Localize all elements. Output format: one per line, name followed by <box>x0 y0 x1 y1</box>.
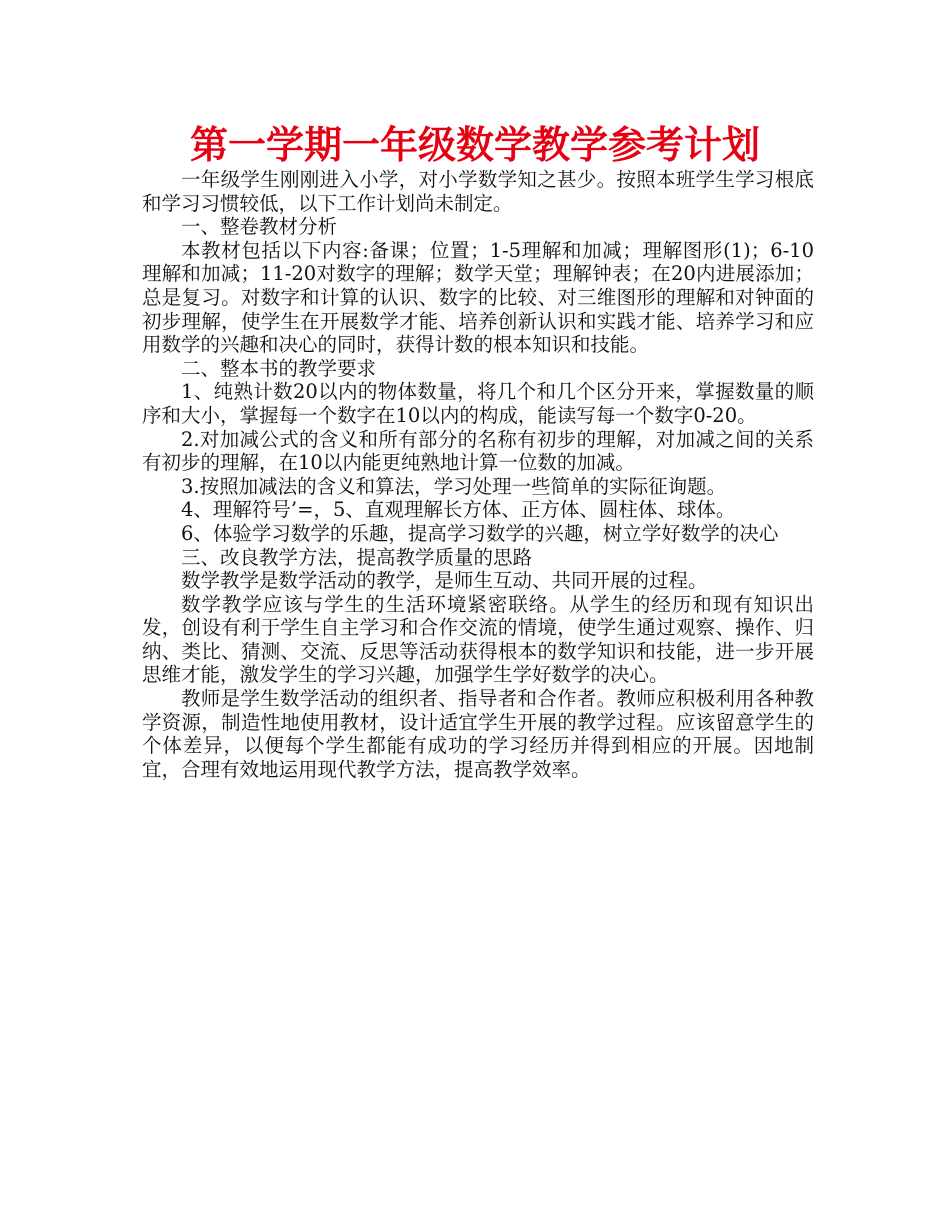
document-title: 第一学期一年级数学教学参考计划 <box>189 123 760 167</box>
paragraph-content-overview: 本教材包括以下内容:备课；位置；1-5理解和加减；理解图形(1)；6-10理解和加减；11-20对数字的理解；数学天堂；理解钟表；在20内进展添加；总是复习。对数字和计算的认识、数字的比较、对三维图形的理解和对钟面的初步理解，使学生在开展数学才能、培养创新认识和实践才能、培养学习和应用数学的兴趣和决心的同时，获得计数的根本知识和技能。 <box>142 238 814 357</box>
requirement-item-3: 3.按照加减法的含义和算法，学习处理一些简单的实际征询题。 <box>181 474 727 498</box>
paragraph-teaching-1: 数学教学是数学活动的教学，是师生互动、共同开展的过程。 <box>181 569 708 593</box>
requirement-item-2: 2.对加减公式的含义和所有部分的名称有初步的理解，对加减之间的关系有初步的理解，在10以内能更纯熟地计算一位数的加减。 <box>142 427 814 475</box>
paragraph-teaching-3: 教师是学生数学活动的组织者、指导者和合作者。教师应积极利用各种教学资源，制造性地使用教材，设计适宜学生开展的教学过程。应该留意学生的个体差异，以便每个学生都能有成功的学习经历并得到相应的开展。因地制宜，合理有效地运用现代教学方法，提高教学效率。 <box>142 687 814 781</box>
intro-paragraph: 一年级学生刚刚进入小学，对小学数学知之甚少。按照本班学生学习根底和学习习惯较低，以下工作计划尚未制定。 <box>142 168 814 215</box>
section-heading-3: 三、改良教学方法，提高教学质量的思路 <box>181 545 533 569</box>
section-heading-1: 一、整卷教材分析 <box>181 215 338 239</box>
document-body <box>142 168 814 781</box>
requirement-item-6: 6、体验学习数学的乐趣，提高学习数学的兴趣，树立学好数学的决心 <box>181 521 779 545</box>
requirement-item-1: 1、纯熟计数20以内的物体数量，将几个和几个区分开来，掌握数量的顺序和大小，掌握每一个数字在10以内的构成，能读写每一个数字0-20。 <box>142 380 814 427</box>
section-heading-2: 二、整本书的教学要求 <box>181 356 377 380</box>
paragraph-teaching-2: 数学教学应该与学生的生活环境紧密联络。从学生的经历和现有知识出发，创设有利于学生自主学习和合作交流的情境，使学生通过观察、操作、归纳、类比、猜测、交流、反思等活动获得根本的数学知识和技能，进一步开展思维才能，激发学生的学习兴趣，加强学生学好数学的决心。 <box>142 592 814 687</box>
requirement-item-4: 4、理解符号’=，5、直观理解长方体、正方体、圆柱体、球体。 <box>181 498 736 522</box>
